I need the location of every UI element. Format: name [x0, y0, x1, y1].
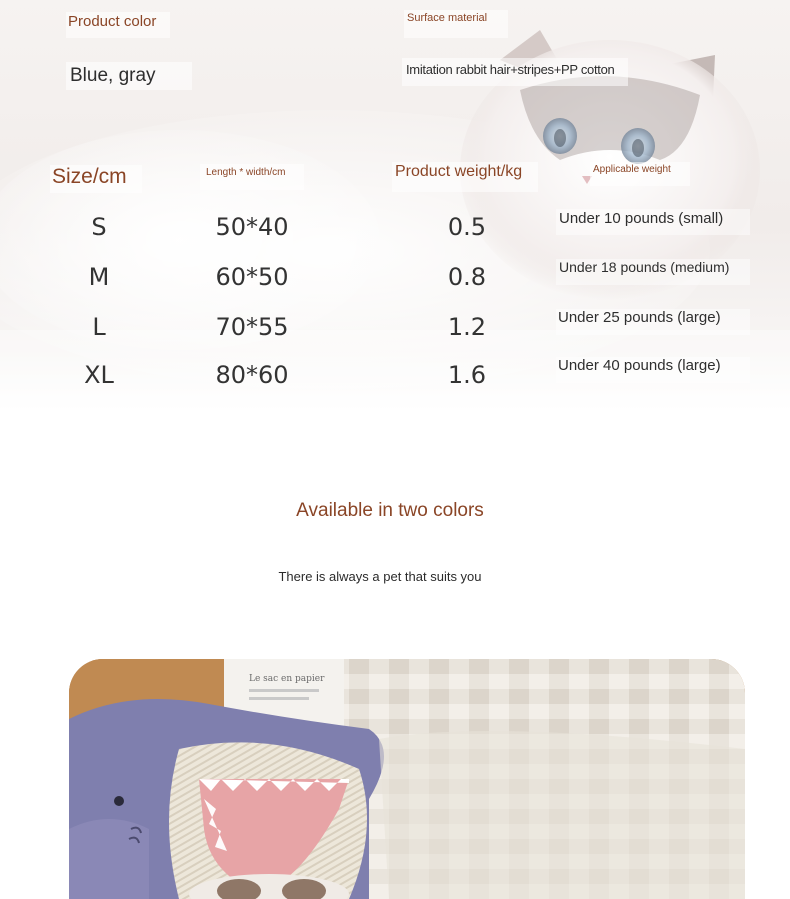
applicable-cell: Under 10 pounds (small): [559, 210, 724, 227]
weight-cell: 1.2: [447, 313, 487, 341]
size-cell: XL: [84, 361, 114, 389]
product-color-value: Blue, gray: [70, 65, 156, 86]
dimensions-header: Length * width/cm: [206, 167, 286, 178]
applicable-cell: Under 18 pounds (medium): [559, 259, 730, 275]
surface-material-value: Imitation rabbit hair+stripes+PP cotton: [406, 62, 615, 77]
applicable-weight-header: Applicable weight: [593, 164, 671, 175]
dims-cell: 80*60: [215, 361, 289, 389]
product-photo-shark-bed: [69, 659, 745, 899]
surface-material-label: Surface material: [407, 12, 488, 24]
weight-cell: 0.5: [447, 213, 487, 241]
weight-cell: 1.6: [447, 361, 487, 389]
applicable-cell: Under 25 pounds (large): [558, 309, 721, 326]
spec-section: [0, 0, 790, 410]
dims-cell: 50*40: [215, 213, 289, 241]
dims-cell: 60*50: [215, 263, 289, 291]
size-cell: S: [91, 213, 107, 241]
weight-header: Product weight/kg: [395, 163, 523, 180]
size-cell: M: [88, 263, 110, 291]
applicable-cell: Under 40 pounds (large): [558, 357, 721, 374]
colors-section-title: Available in two colors: [296, 500, 484, 521]
dims-cell: 70*55: [215, 313, 289, 341]
book-title-text: Le sac en papier: [249, 674, 325, 684]
size-header: Size/cm: [52, 165, 127, 188]
weight-cell: 0.8: [447, 263, 487, 291]
colors-section-subtitle: There is always a pet that suits you: [278, 569, 482, 584]
size-cell: L: [92, 313, 106, 341]
product-color-label: Product color: [68, 13, 157, 30]
